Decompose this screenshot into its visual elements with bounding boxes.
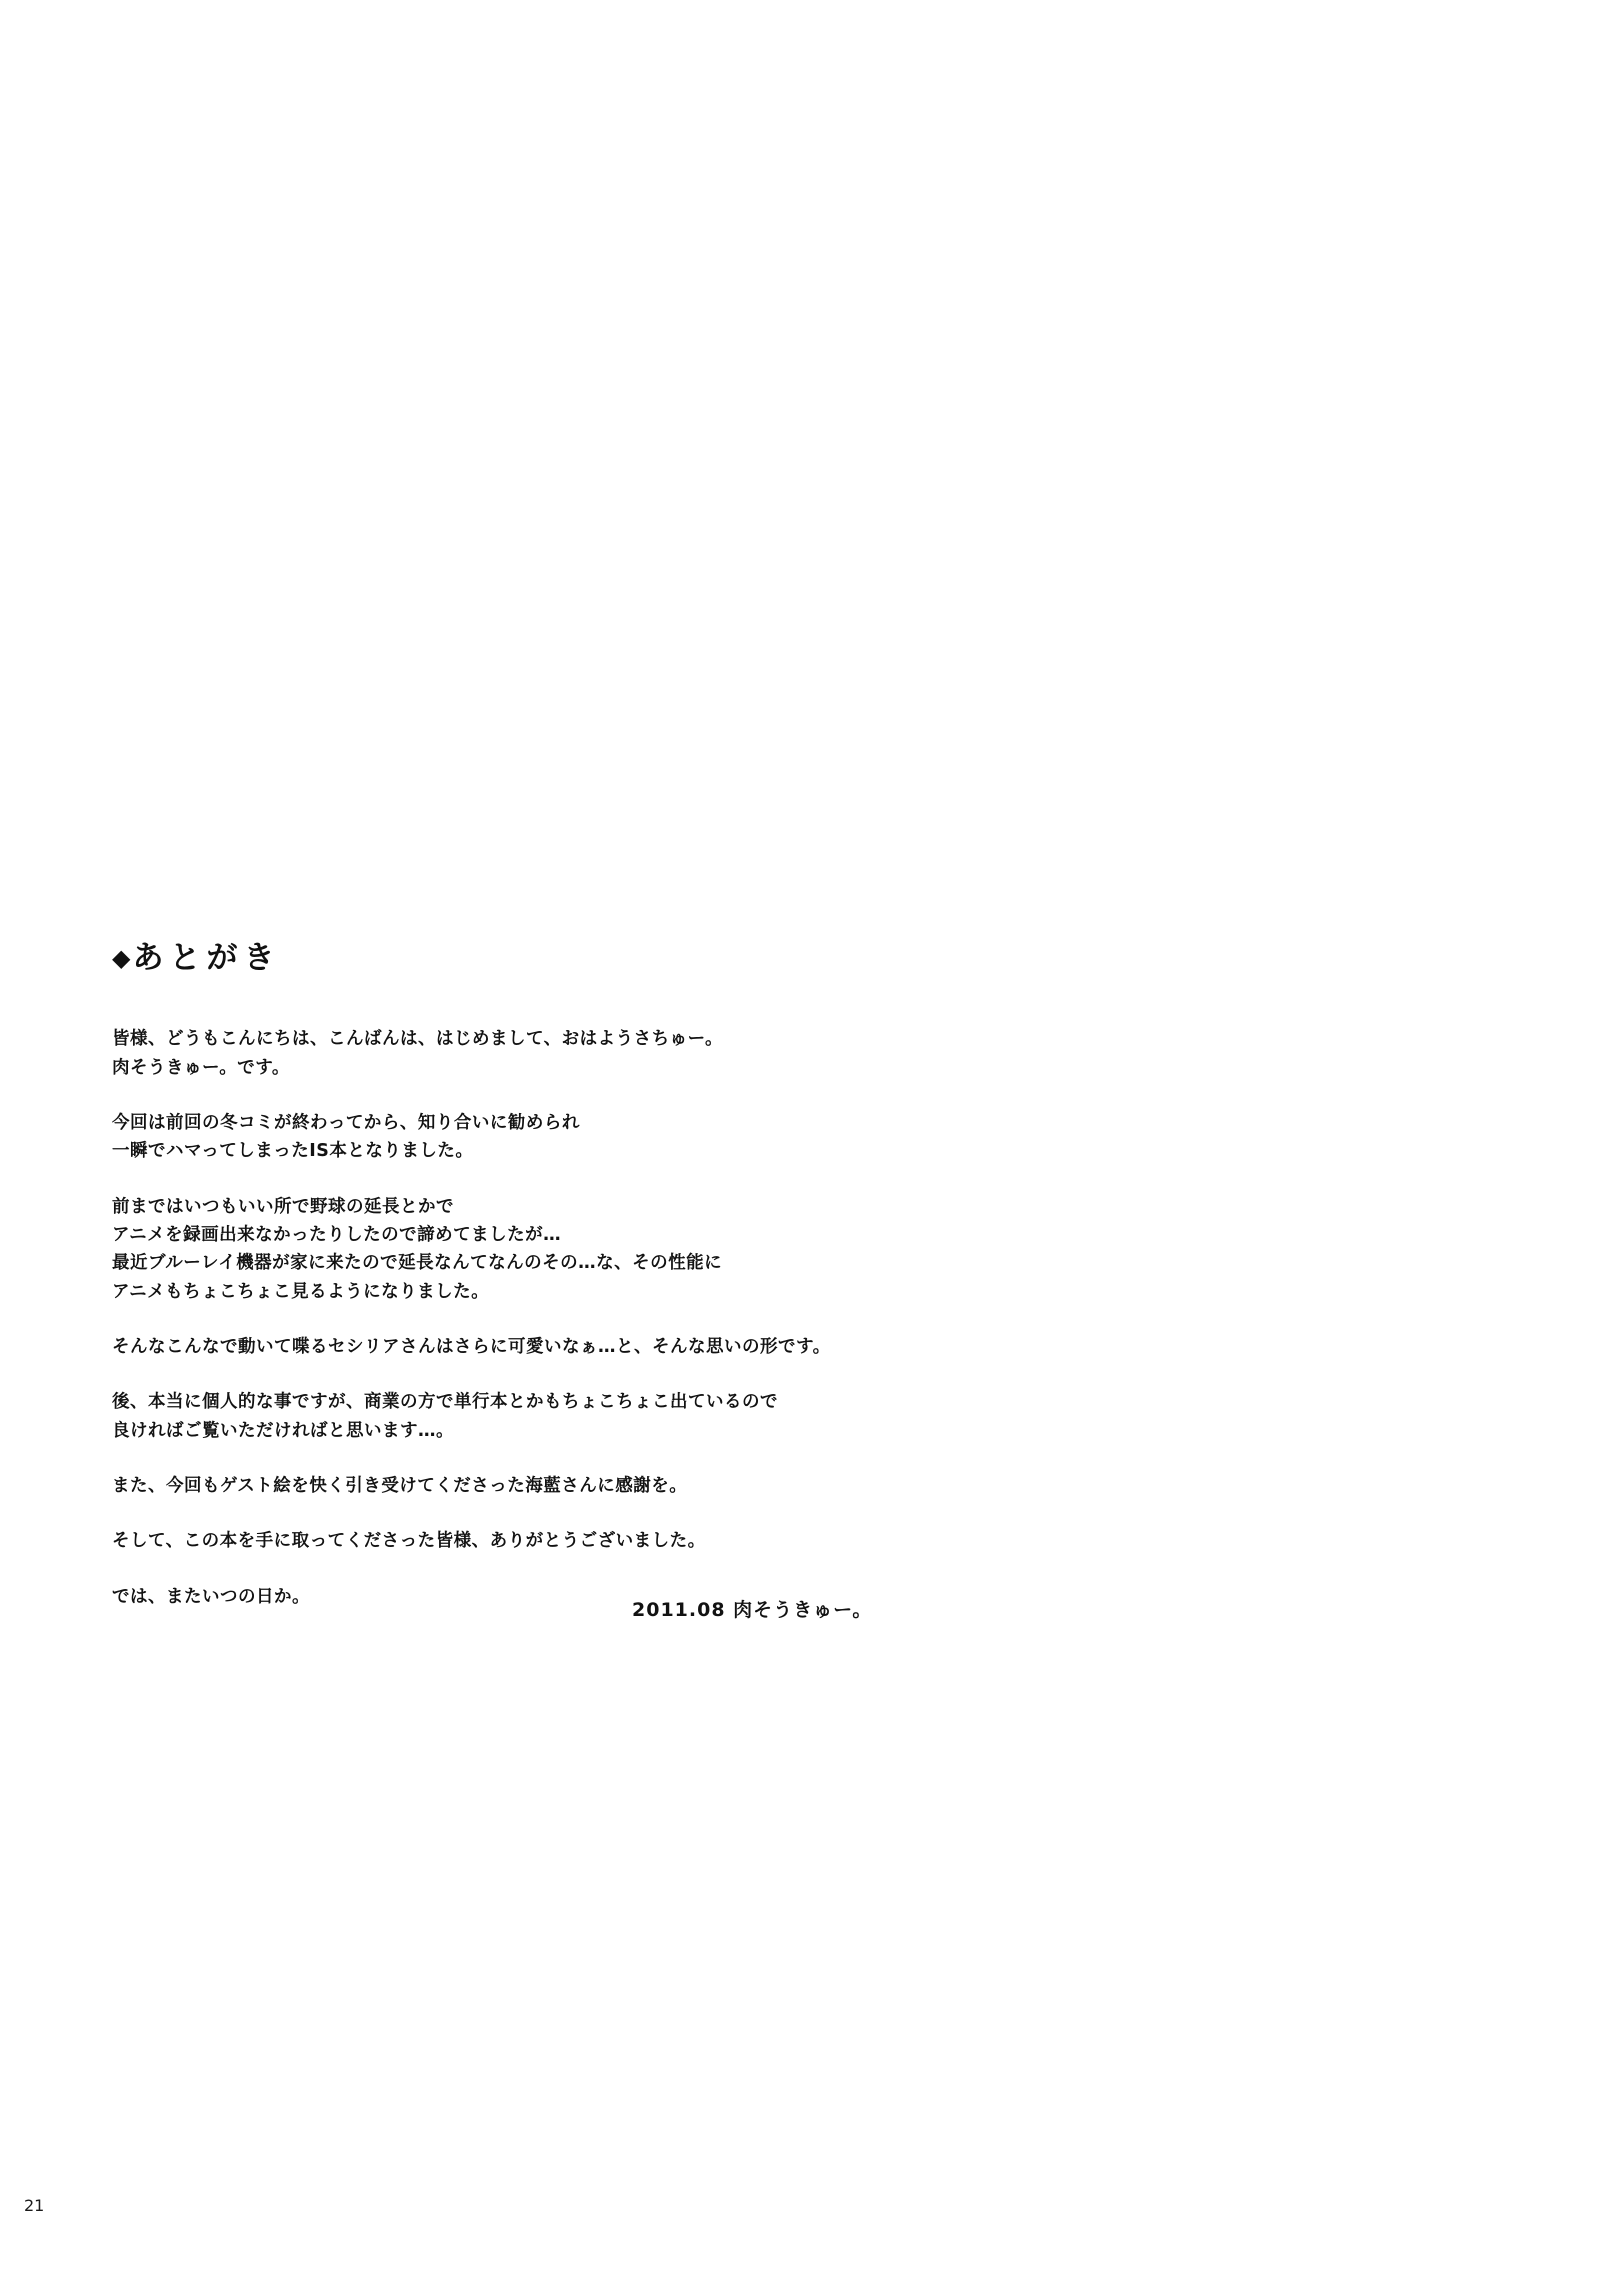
afterword-heading <box>112 940 1142 977</box>
page-number: 21 <box>24 2196 45 2215</box>
paragraph-line: では、またいつの日か。 <box>112 1586 310 1607</box>
paragraph-line: 最近ブルーレイ機器が家に来たので延長なんてなんのその…な、その性能に <box>112 1253 723 1274</box>
paragraph-line: 良ければご覧いただければと思います…。 <box>112 1420 454 1441</box>
paragraph-line: 皆様、どうもこんにちは、こんばんは、はじめまして、おはようさちゅー。 <box>112 1029 723 1050</box>
afterword-paragraph <box>112 1388 1142 1445</box>
diamond-bullet-icon: ◆ <box>112 944 131 972</box>
paragraph-line: 後、本当に個人的な事ですが、商業の方で単行本とかもちょこちょこ出ているので <box>112 1392 778 1413</box>
paragraph-line: 今回は前回の冬コミが終わってから、知り合いに勧められ <box>112 1112 580 1133</box>
paragraph-line: そして、この本を手に取ってくださった皆様、ありがとうございました。 <box>112 1531 706 1552</box>
afterword-paragraph <box>112 1025 1142 1082</box>
paragraph-line: 肉そうきゅー。です。 <box>112 1057 290 1078</box>
afterword-paragraph <box>112 1109 1142 1166</box>
afterword-paragraph <box>112 1583 1142 1611</box>
paragraph-line: また、今回もゲスト絵を快く引き受けてくださった海藍さんに感謝を。 <box>112 1475 688 1496</box>
paragraph-line: そんなこんなで動いて喋るセシリアさんはさらに可愛いなぁ…と、そんな思いの形です。 <box>112 1336 831 1357</box>
paragraph-line: 前まではいつもいい所で野球の延長とかで <box>112 1196 454 1217</box>
afterword-paragraph <box>112 1193 1142 1306</box>
afterword-section <box>112 940 1142 1611</box>
afterword-paragraph <box>112 1333 1142 1361</box>
paragraph-line: 一瞬でハマってしまったIS本となりました。 <box>112 1141 474 1162</box>
afterword-paragraph <box>112 1527 1142 1555</box>
signature-date: 2011.08 肉そうきゅー。 <box>632 1599 873 1621</box>
paragraph-line: アニメを録画出来なかったりしたので諦めてましたが… <box>112 1224 562 1245</box>
paragraph-line: アニメもちょこちょこ見るようになりました。 <box>112 1281 490 1302</box>
afterword-heading-text: あとがき <box>132 940 281 976</box>
afterword-paragraph <box>112 1472 1142 1500</box>
